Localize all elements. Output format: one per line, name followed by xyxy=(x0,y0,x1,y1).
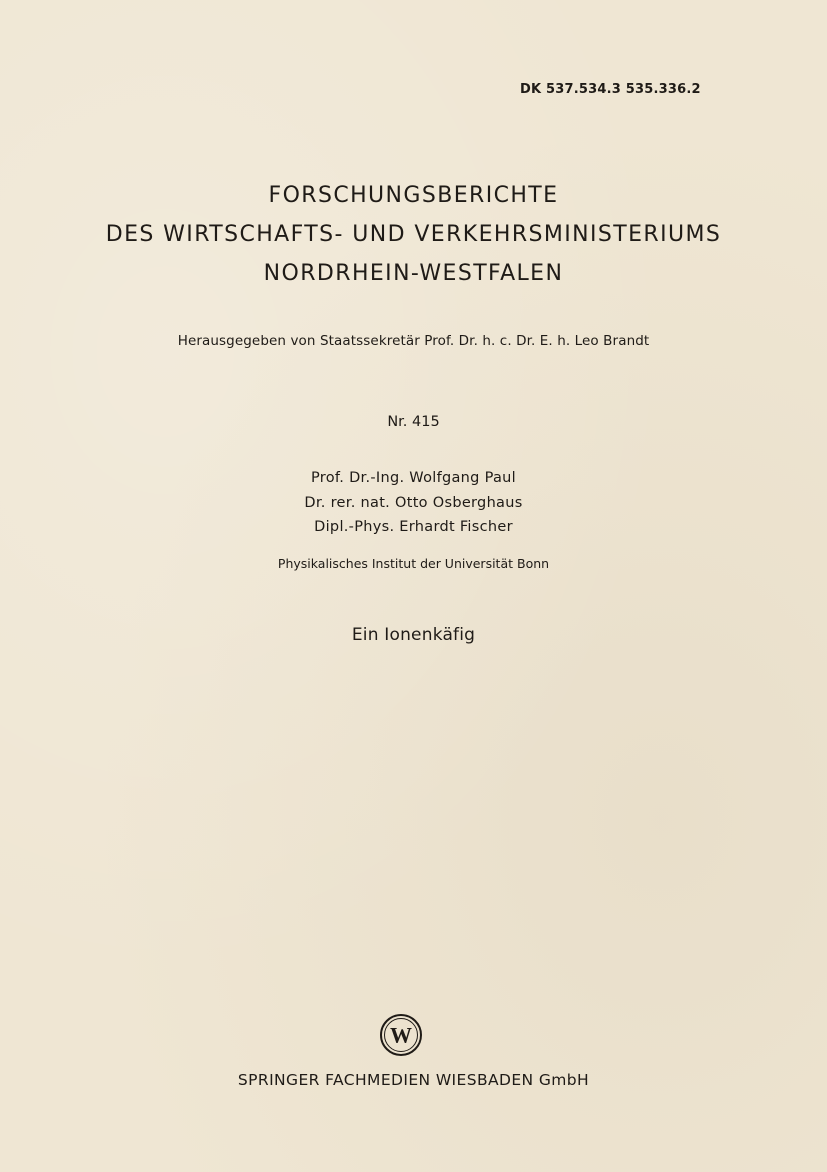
classification-code: DK 537.534.3 535.336.2 xyxy=(520,82,701,97)
author-name: Prof. Dr.-Ing. Wolfgang Paul xyxy=(311,470,516,486)
author-list xyxy=(0,466,827,540)
series-title xyxy=(0,176,827,293)
series-title-line-3: NORDRHEIN-WESTFALEN xyxy=(263,261,564,286)
author-name: Dipl.-Phys. Erhardt Fischer xyxy=(314,519,513,535)
editor-line: Herausgegeben von Staatssekretär Prof. Dr. h. c. Dr. E. h. Leo Brandt xyxy=(177,333,650,349)
series-title-line-2: DES WIRTSCHAFTS- UND VERKEHRSMINISTERIUMS xyxy=(105,222,722,247)
publisher-name: SPRINGER FACHMEDIEN WIESBADEN GmbH xyxy=(237,1071,590,1089)
institute-line: Physikalisches Institut der Universität Bonn xyxy=(277,556,550,571)
publisher-logo xyxy=(379,1013,423,1057)
series-title-line-1: FORSCHUNGSBERICHTE xyxy=(268,183,559,208)
book-title: Ein Ionenkäfig xyxy=(351,625,476,645)
svg-text:W: W xyxy=(390,1022,412,1048)
volume-number: Nr. 415 xyxy=(387,414,440,430)
author-name: Dr. rer. nat. Otto Osberghaus xyxy=(304,494,523,511)
